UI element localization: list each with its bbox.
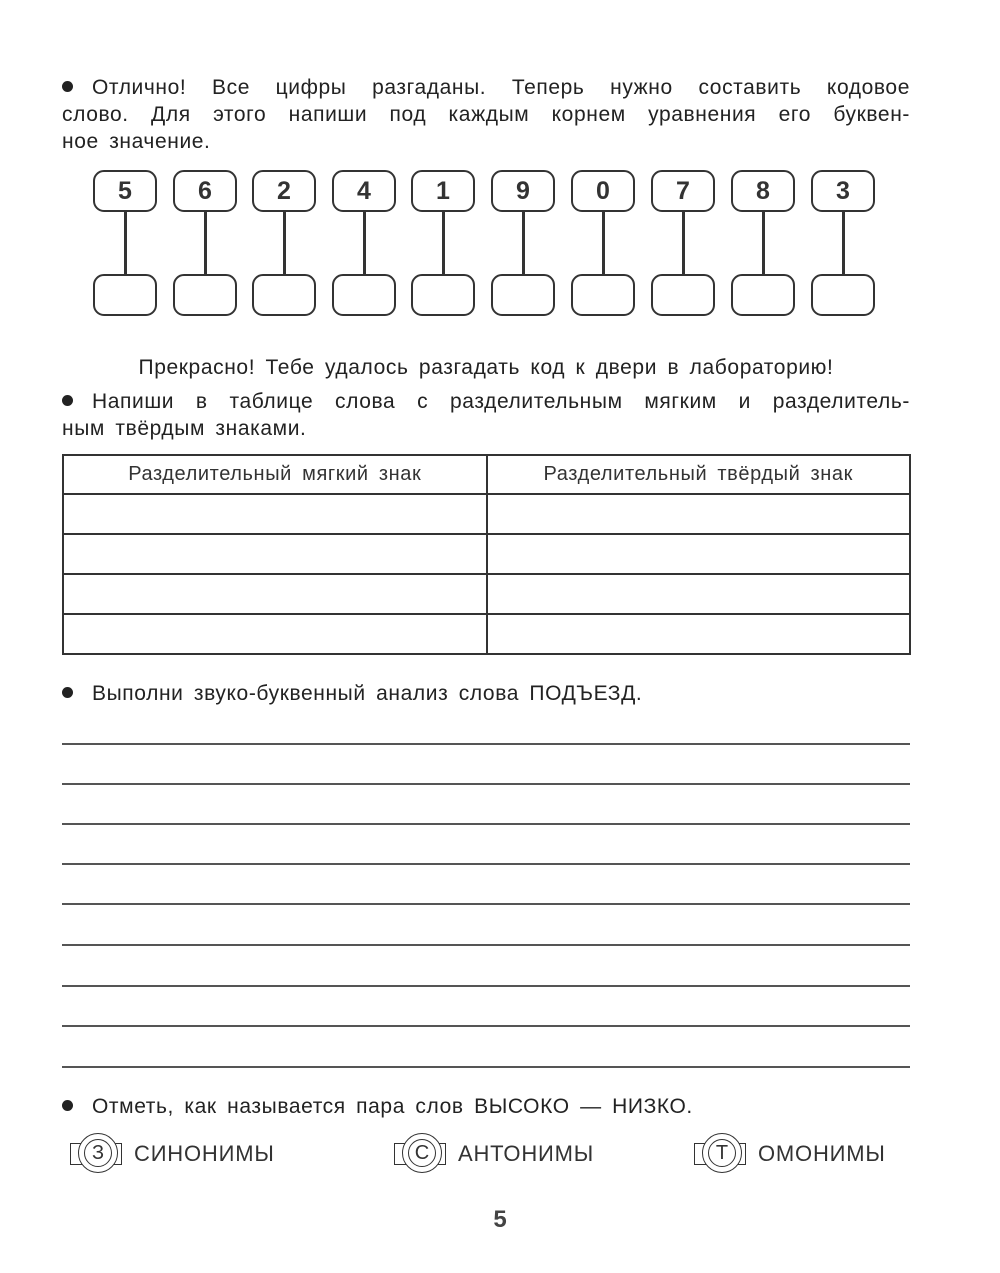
task4-text: Отметь, как называется пара слов ВЫСОКО — НИЗКО.	[92, 1095, 693, 1118]
code-digit: 7	[651, 170, 715, 212]
success-message: Прекрасно! Тебе удалось разгадать код к двери в лабораторию!	[138, 356, 834, 379]
code-digit: 1	[411, 170, 475, 212]
code-connector	[442, 212, 445, 276]
code-letter-box[interactable]	[571, 274, 635, 316]
task2-line1: Напиши в таблице слова с разделительным мягким и разделитель-	[92, 390, 910, 413]
code-connector	[842, 212, 845, 276]
hard-sign-cell[interactable]	[487, 494, 911, 534]
task4-instructions	[62, 1093, 910, 1120]
option-letter: С	[408, 1139, 436, 1167]
code-column	[173, 170, 239, 316]
soft-sign-cell[interactable]	[63, 614, 487, 654]
hard-sign-cell[interactable]	[487, 534, 911, 574]
code-digit: 6	[173, 170, 237, 212]
code-letter-box[interactable]	[93, 274, 157, 316]
words-table	[62, 454, 911, 655]
writing-line	[62, 1025, 910, 1027]
table-row	[63, 574, 910, 614]
task1-line1: Отлично! Все цифры разгаданы. Теперь нужно составить кодовое	[92, 76, 910, 99]
option-letter: З	[84, 1139, 112, 1167]
code-digit: 5	[93, 170, 157, 212]
code-connector	[363, 212, 366, 276]
code-letter-box[interactable]	[491, 274, 555, 316]
writing-line	[62, 783, 910, 785]
option-label: ОМОНИМЫ	[758, 1141, 886, 1166]
code-letter-box[interactable]	[173, 274, 237, 316]
code-letter-box[interactable]	[811, 274, 875, 316]
code-digit: 8	[731, 170, 795, 212]
header-hard-sign: Разделительный твёрдый знак	[487, 455, 911, 494]
task1-line3: ное значение.	[62, 130, 211, 153]
writing-line	[62, 1066, 910, 1068]
code-column	[252, 170, 318, 316]
code-connector	[762, 212, 765, 276]
code-column	[811, 170, 877, 316]
code-connector	[522, 212, 525, 276]
code-column	[332, 170, 398, 316]
checkbox-icon[interactable]	[66, 1131, 128, 1177]
header-soft-sign: Разделительный мягкий знак	[63, 455, 487, 494]
soft-sign-cell[interactable]	[63, 534, 487, 574]
code-connector	[682, 212, 685, 276]
answer-options	[0, 1130, 1000, 1180]
writing-line	[62, 823, 910, 825]
task2-instructions	[62, 388, 910, 442]
task3-text: Выполни звуко-буквенный анализ слова ПОДЪЕЗД.	[92, 682, 643, 705]
option-synonyms[interactable]	[66, 1130, 275, 1178]
hard-sign-cell[interactable]	[487, 614, 911, 654]
table-header-row	[63, 455, 910, 494]
table-row	[63, 494, 910, 534]
code-column	[651, 170, 717, 316]
writing-line	[62, 863, 910, 865]
code-letter-box[interactable]	[651, 274, 715, 316]
code-column	[731, 170, 797, 316]
writing-line	[62, 985, 910, 987]
code-connector	[602, 212, 605, 276]
writing-line	[62, 903, 910, 905]
code-connector	[204, 212, 207, 276]
writing-line	[62, 743, 910, 745]
option-letter: Т	[708, 1139, 736, 1167]
task3-instructions	[62, 680, 910, 707]
code-digit: 2	[252, 170, 316, 212]
code-digit: 0	[571, 170, 635, 212]
bullet-icon	[62, 680, 92, 707]
bullet-icon	[62, 1093, 92, 1120]
code-connector	[283, 212, 286, 276]
task2-line2: ным твёрдым знаками.	[62, 417, 307, 440]
code-column	[491, 170, 557, 316]
soft-sign-cell[interactable]	[63, 574, 487, 614]
checkbox-icon[interactable]	[690, 1131, 752, 1177]
bullet-icon	[62, 388, 92, 415]
option-homonyms[interactable]	[690, 1130, 886, 1178]
code-digit: 9	[491, 170, 555, 212]
code-column	[571, 170, 637, 316]
soft-sign-cell[interactable]	[63, 494, 487, 534]
option-label: СИНОНИМЫ	[134, 1141, 275, 1166]
table-row	[63, 534, 910, 574]
option-label: АНТОНИМЫ	[458, 1141, 595, 1166]
code-letter-box[interactable]	[332, 274, 396, 316]
checkbox-icon[interactable]	[390, 1131, 452, 1177]
code-connector	[124, 212, 127, 276]
code-letter-box[interactable]	[252, 274, 316, 316]
table-row	[63, 614, 910, 654]
code-letter-box[interactable]	[731, 274, 795, 316]
code-column	[93, 170, 159, 316]
hard-sign-cell[interactable]	[487, 574, 911, 614]
option-antonyms[interactable]	[390, 1130, 594, 1178]
code-digit: 3	[811, 170, 875, 212]
code-grid	[0, 0, 1000, 330]
task1-line2: слово. Для этого напиши под каждым корнем уравнения его буквен-	[62, 103, 910, 126]
code-column	[411, 170, 477, 316]
code-digit: 4	[332, 170, 396, 212]
page-number: 5	[493, 1206, 507, 1233]
code-letter-box[interactable]	[411, 274, 475, 316]
writing-line	[62, 944, 910, 946]
